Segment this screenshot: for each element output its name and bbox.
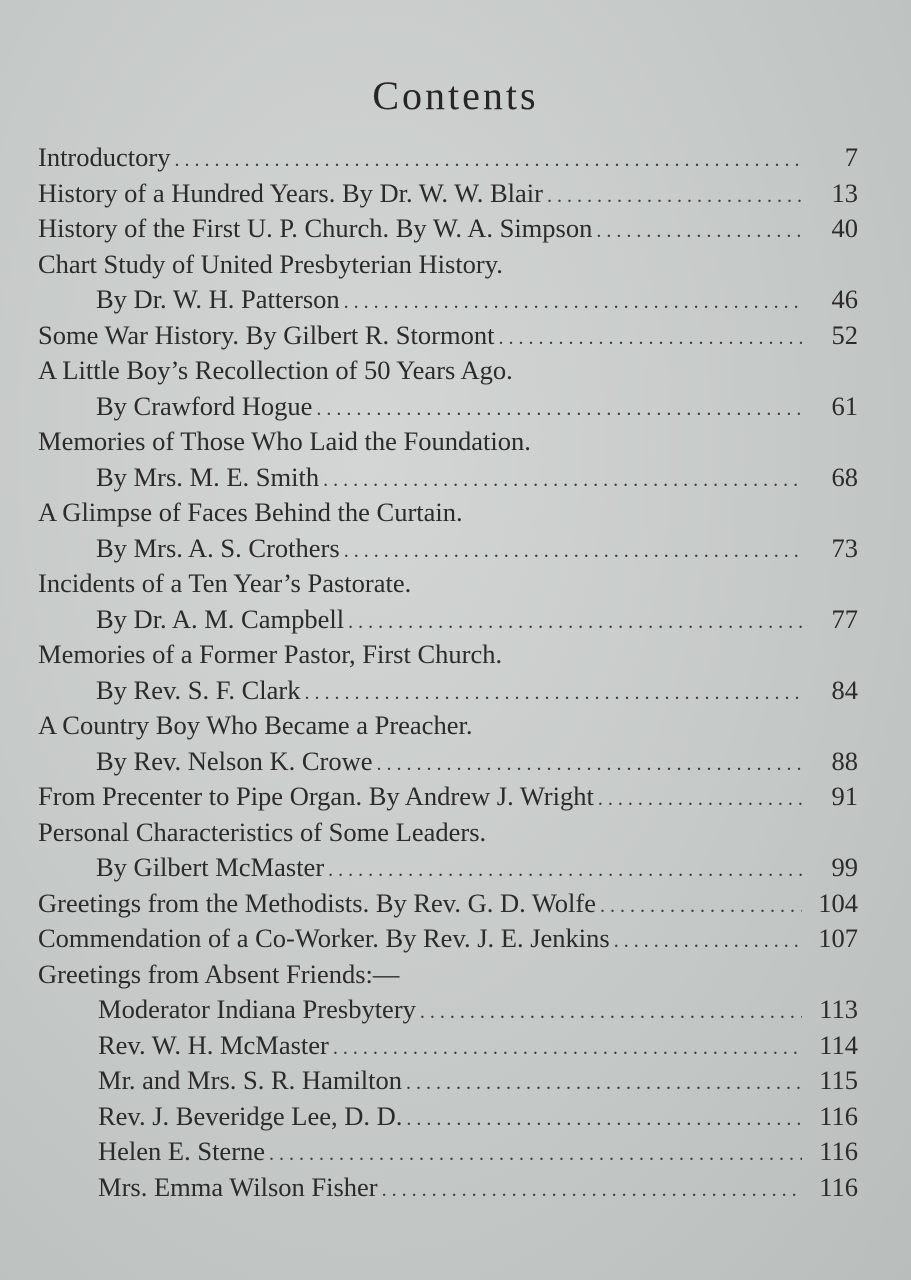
toc-entry-text: Memories of a Former Pastor, First Church.	[38, 639, 503, 669]
toc-entry-text: A Country Boy Who Became a Preacher.	[38, 710, 473, 740]
toc-page-number: 13	[831, 177, 858, 208]
dot-leader	[377, 747, 802, 783]
toc-page-number: 52	[831, 319, 858, 350]
dot-leader	[316, 392, 802, 428]
toc-page-number: 116	[819, 1171, 858, 1202]
toc-entry-text: Helen E. Sterne	[98, 1136, 266, 1166]
dot-leader	[382, 1173, 802, 1209]
toc-entry-text: Chart Study of United Presbyterian History.	[38, 248, 503, 279]
dot-leader	[328, 853, 802, 889]
toc-entry	[38, 211, 858, 247]
dot-leader	[406, 1066, 802, 1102]
toc-entry-text: Moderator Indiana Presbytery	[98, 994, 416, 1024]
toc-page-number: 99	[831, 852, 858, 882]
toc-entry-text: Some War History. By Gilbert R. Stormont	[38, 319, 495, 350]
dot-leader	[174, 143, 802, 179]
toc-entry	[38, 673, 858, 709]
dot-leader	[498, 321, 802, 357]
toc-page-number: 115	[819, 1065, 858, 1095]
dot-leader	[600, 889, 802, 925]
toc-entry	[38, 1099, 858, 1135]
dot-leader	[323, 463, 802, 499]
toc-page-number: 116	[819, 1100, 858, 1131]
dot-leader	[348, 605, 802, 641]
toc-entry-heading	[38, 815, 858, 851]
toc-entry-text: By Crawford Hogue	[96, 390, 313, 421]
toc-entry-text: By Mrs. M. E. Smith	[96, 461, 320, 492]
toc-entry-heading	[38, 247, 858, 283]
dot-leader	[269, 1137, 802, 1173]
dot-leader	[420, 995, 802, 1031]
toc-entry-text: History of a Hundred Years. By Dr. W. W. Blair	[38, 177, 543, 208]
toc-page-number: 88	[831, 745, 858, 776]
toc-entry-text: History of the First U. P. Church. By W. A. Simpson	[38, 213, 593, 243]
toc-entry	[38, 850, 858, 886]
toc-entry-text: By Rev. Nelson K. Crowe	[96, 745, 373, 776]
toc-entry-text: A Little Boy’s Recollection of 50 Years Ago.	[38, 355, 513, 385]
toc-entry	[38, 886, 858, 922]
toc-entry-text: Memories of Those Who Laid the Foundation.	[38, 426, 531, 456]
toc-page-number: 91	[831, 781, 858, 811]
toc-entry-text: By Mrs. A. S. Crothers	[96, 532, 340, 563]
toc-entry	[38, 779, 858, 815]
dot-leader	[305, 676, 803, 712]
dot-leader	[547, 179, 802, 215]
toc-page-number: 68	[831, 461, 858, 492]
toc-entry	[38, 531, 858, 567]
toc-entry-text: Greetings from Absent Friends:—	[38, 958, 400, 989]
dot-leader	[333, 1031, 802, 1067]
toc-entry	[38, 992, 858, 1028]
toc-entry-heading	[38, 424, 858, 460]
toc-entry-text: A Glimpse of Faces Behind the Curtain.	[38, 497, 463, 527]
toc-page-number: 104	[818, 887, 858, 918]
toc-entry-text: Mr. and Mrs. S. R. Hamilton	[98, 1065, 403, 1095]
toc-page-number: 77	[831, 603, 858, 634]
toc-entry	[38, 318, 858, 354]
toc-page-number: 73	[831, 532, 858, 563]
toc-page-number: 116	[819, 1136, 858, 1166]
toc-entry	[38, 921, 858, 957]
toc-entry-text: Introductory	[38, 142, 171, 172]
toc-entry-text: Greetings from the Methodists. By Rev. G. D. Wolfe	[38, 887, 596, 918]
toc-entry-heading	[38, 353, 858, 389]
toc-entry-heading	[38, 566, 858, 602]
toc-entry-heading	[38, 957, 858, 993]
toc-page-number: 114	[819, 1029, 858, 1060]
toc-page-number: 61	[831, 390, 858, 421]
dot-leader	[596, 214, 802, 250]
toc-entry-heading	[38, 637, 858, 673]
dot-leader	[598, 782, 802, 818]
toc-entry-text: By Dr. W. H. Patterson	[96, 284, 340, 314]
toc-entry	[38, 602, 858, 638]
toc-entry-text: From Precenter to Pipe Organ. By Andrew J. Wright	[38, 781, 594, 811]
dot-leader	[344, 285, 802, 321]
toc-page-number: 46	[831, 284, 858, 314]
toc-entry	[38, 176, 858, 212]
toc-entry-text: Personal Characteristics of Some Leaders.	[38, 816, 487, 847]
toc-entry	[38, 460, 858, 496]
dot-leader	[614, 924, 802, 960]
toc-entry	[38, 1063, 858, 1099]
toc-entry	[38, 140, 858, 176]
toc-entry	[38, 1134, 858, 1170]
page-title: Contents	[372, 73, 539, 118]
table-of-contents	[38, 140, 858, 1205]
toc-entry	[38, 282, 858, 318]
toc-entry-text: Incidents of a Ten Year’s Pastorate.	[38, 568, 412, 598]
toc-entry-text: By Rev. S. F. Clark	[96, 674, 301, 705]
toc-page-number: 107	[818, 923, 858, 953]
toc-entry	[38, 389, 858, 425]
toc-entry-text: By Gilbert McMaster	[96, 852, 325, 882]
toc-entry-text: Commendation of a Co-Worker. By Rev. J. E. Jenkins	[38, 923, 610, 953]
toc-entry-heading	[38, 495, 858, 531]
toc-entry	[38, 1028, 858, 1064]
toc-entry	[38, 1170, 858, 1206]
toc-page-number: 113	[819, 994, 858, 1024]
toc-entry-text: Rev. W. H. McMaster	[98, 1029, 329, 1060]
toc-entry-text: Rev. J. Beveridge Lee, D. D.	[98, 1100, 403, 1131]
toc-page-number: 7	[844, 142, 858, 172]
toc-page-number: 84	[831, 674, 858, 705]
toc-entry-text: By Dr. A. M. Campbell	[96, 603, 345, 634]
toc-entry-heading	[38, 708, 858, 744]
toc-page-number: 40	[831, 213, 858, 243]
dot-leader	[344, 534, 802, 570]
toc-entry-text: Mrs. Emma Wilson Fisher	[98, 1171, 378, 1202]
toc-entry	[38, 744, 858, 780]
dot-leader	[406, 1102, 802, 1138]
